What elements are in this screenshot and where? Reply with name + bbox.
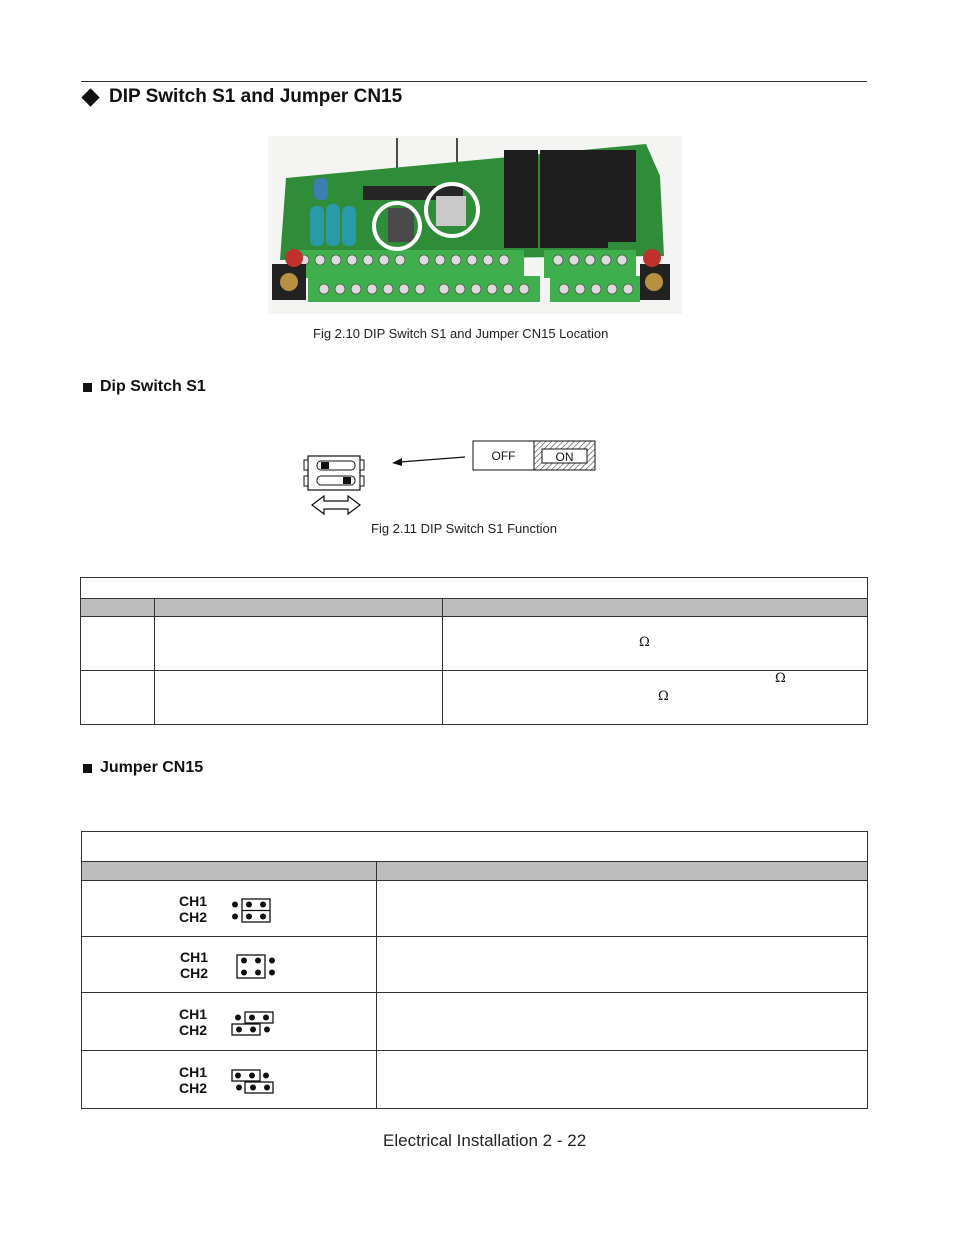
omega-symbol: Ω bbox=[658, 689, 669, 704]
jumper-table-header-cell bbox=[377, 862, 868, 881]
omega-symbol: Ω bbox=[639, 635, 650, 650]
board-photo bbox=[268, 136, 682, 314]
table-cell bbox=[82, 937, 377, 993]
table-row bbox=[81, 671, 868, 725]
square-bullet-icon bbox=[83, 383, 92, 392]
jumper-setting-icon bbox=[230, 896, 275, 924]
table-cell bbox=[443, 671, 868, 725]
ch1-label: CH1 bbox=[179, 1064, 208, 1080]
jumper-setting-icon bbox=[230, 1009, 278, 1037]
table-row bbox=[81, 617, 868, 671]
table-cell bbox=[443, 617, 868, 671]
dip-table-header-cell bbox=[155, 599, 443, 617]
dip-table-header-cell bbox=[443, 599, 868, 617]
section-title-text: DIP Switch S1 and Jumper CN15 bbox=[109, 86, 403, 107]
ch1-label: CH1 bbox=[179, 1006, 208, 1022]
jumper-table-title-cell bbox=[82, 832, 868, 862]
fig-2-11-caption: Fig 2.11 DIP Switch S1 Function bbox=[371, 521, 557, 536]
table-row bbox=[82, 881, 868, 937]
jumper-table bbox=[81, 831, 868, 1109]
table-cell bbox=[377, 1051, 868, 1109]
jumper-table-header-cell bbox=[82, 862, 377, 881]
fig-2-10-caption: Fig 2.10 DIP Switch S1 and Jumper CN15 Location bbox=[313, 326, 609, 341]
table-cell bbox=[155, 617, 443, 671]
table-cell bbox=[155, 671, 443, 725]
channel-labels bbox=[179, 1064, 207, 1096]
jumper-heading-text: Jumper CN15 bbox=[100, 759, 204, 776]
table-cell bbox=[377, 881, 868, 937]
table-cell bbox=[81, 671, 155, 725]
table-cell bbox=[377, 937, 868, 993]
channel-labels bbox=[179, 1006, 207, 1038]
table-cell bbox=[82, 1051, 377, 1109]
table-cell bbox=[377, 993, 868, 1051]
ch2-label: CH2 bbox=[179, 1080, 208, 1096]
table-row bbox=[82, 1051, 868, 1109]
table-cell bbox=[82, 993, 377, 1051]
dip-switch-heading-text: Dip Switch S1 bbox=[100, 378, 206, 395]
dip-switch-table bbox=[80, 577, 868, 725]
jumper-setting-icon bbox=[234, 952, 279, 980]
table-row bbox=[82, 993, 868, 1051]
dip-switch-heading bbox=[83, 378, 206, 396]
table-row bbox=[82, 937, 868, 993]
channel-labels bbox=[180, 949, 208, 981]
ch2-label: CH2 bbox=[179, 909, 208, 925]
jumper-setting-icon bbox=[230, 1067, 278, 1095]
omega-symbol: Ω bbox=[775, 671, 786, 686]
channel-labels bbox=[179, 893, 207, 925]
ch2-label: CH2 bbox=[180, 965, 209, 981]
section-title bbox=[81, 86, 402, 108]
page-footer: Electrical Installation 2 - 22 bbox=[383, 1131, 587, 1150]
top-rule bbox=[81, 81, 867, 82]
diamond-bullet-icon bbox=[81, 88, 99, 106]
jumper-heading bbox=[83, 759, 203, 777]
on-label: ON bbox=[555, 450, 574, 464]
ch2-label: CH2 bbox=[179, 1022, 208, 1038]
dip-table-title-cell bbox=[81, 578, 868, 599]
table-cell bbox=[81, 617, 155, 671]
off-label: OFF bbox=[491, 449, 516, 463]
ch1-label: CH1 bbox=[180, 949, 209, 965]
square-bullet-icon bbox=[83, 764, 92, 773]
dip-table-header-cell bbox=[81, 599, 155, 617]
ch1-label: CH1 bbox=[179, 893, 208, 909]
table-cell bbox=[82, 881, 377, 937]
